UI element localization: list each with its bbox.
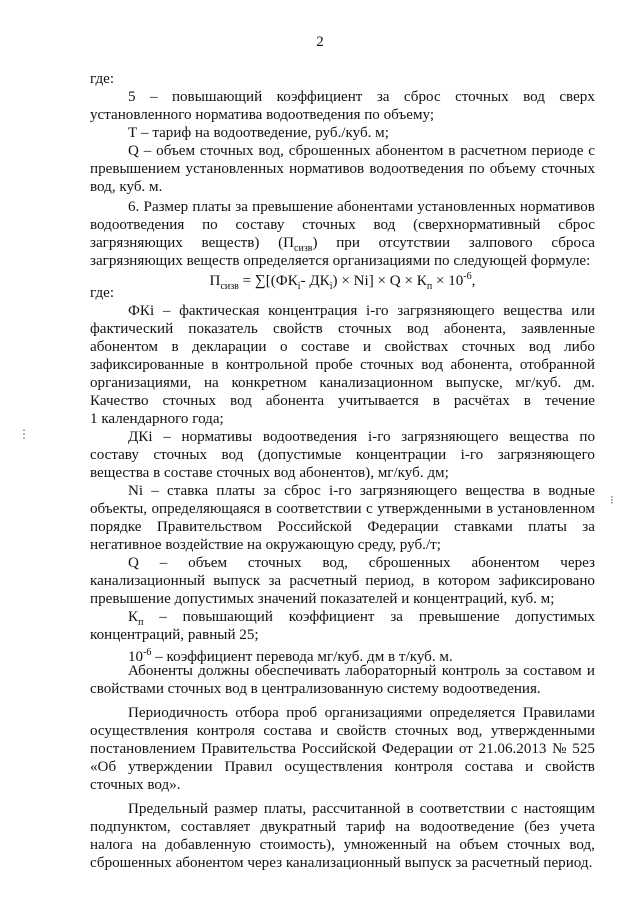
text-line: где:: [90, 285, 115, 301]
text-line: налога на добавленную стоимость), умноженный на объем сточных вод,: [90, 837, 595, 853]
text-line: ДКi – нормативы водоотведения i-го загрязняющего вещества по: [128, 429, 595, 445]
text-line: Т – тариф на водоотведение, руб./куб. м;: [128, 125, 389, 141]
text-line: 5 – повышающий коэффициент за сброс сточных вод сверх: [128, 89, 595, 105]
text-line: «Об утверждении Правил осуществления контроля состава и свойств: [90, 759, 595, 775]
text-line: Качество сточных вод абонента учитывается в расчётах в течение: [90, 393, 595, 409]
text-line: установленного норматива водоотведения по объему;: [90, 107, 435, 123]
text-line: составу сточных вод (допустимые концентрации i-го загрязняющего: [90, 447, 595, 463]
text-line: 6. Размер платы за превышение абонентами установленных нормативов: [128, 199, 595, 215]
text-line: зафиксированные в контрольной пробе сточных вод абонента, отобранной: [90, 357, 595, 373]
text-line: организациями, на конкретном канализационном выпуске, мг/куб. дм.: [90, 375, 595, 391]
text-line: Ni – ставка платы за сброс i-го загрязняющего вещества в водные: [128, 483, 595, 499]
text-line: ФКi – фактическая концентрация i-го загрязняющего вещества или: [128, 303, 595, 319]
text-line: Q – объем сточных вод, сброшенных абонентом через: [128, 555, 595, 571]
text-line: сточных вод».: [90, 777, 181, 793]
text-line: Периодичность отбора проб организациями определяется Правилами: [128, 705, 595, 721]
text-line: осуществления контроля состава и свойств сточных вод, утвержденными: [90, 723, 595, 739]
text-line: порядке Правительством Российской Федерации ставками платы за: [90, 519, 595, 535]
formula-line: $П_{сизв} = \sum[(ФК_i-$ $ДК_i) \times Ni] \times Q \times К_п \times 10^{-6}$,: [209, 271, 476, 293]
text-line: концентраций, равный 25;: [90, 627, 259, 643]
text-line: Q – объем сточных вод, сброшенных абонентом в расчетном периоде с: [128, 143, 595, 159]
text-line: Предельный размер платы, рассчитанной в соответствии с настоящим: [128, 801, 595, 817]
text-line: вещества в составе сточных вод абонентов), мг/куб. дм;: [90, 465, 449, 481]
text-line: фактический показатель свойств сточных вод абонента, заявленные: [90, 321, 595, 337]
text-line: сброшенных абонентом через канализационный выпуск за расчетный период.: [90, 855, 593, 871]
text-line: подпунктом, составляет двукратный тариф на водоотведение (без учета: [90, 819, 595, 835]
text-line: превышением установленных нормативов водоотведения по объему сточных: [90, 161, 595, 177]
text-line: свойствами сточных вод в централизованную систему водоотведения.: [90, 681, 541, 697]
text-line: $10^{-6}$ – коэффициент перевода мг/куб. дм в т/куб. м.: [128, 647, 453, 666]
text-line: 1 календарного года;: [90, 411, 224, 427]
text-line: водоотведения по составу сточных вод (сверхнормативный сброс: [90, 217, 595, 233]
text-line: превышение допустимых значений показателей и концентраций, куб. м;: [90, 591, 555, 607]
scan-artifact-mark: ⁝: [610, 493, 614, 507]
text-line: загрязняющих веществ определяется организациями по следующей формуле:: [90, 253, 591, 269]
text-line: негативное воздействие на окружающую среду, руб./т;: [90, 537, 441, 553]
text-line: постановлением Правительства Российской Федерации от 21.06.2013 № 525: [90, 741, 595, 757]
text-line: где:: [90, 71, 115, 87]
text-line: $К_п$ – повышающий коэффициент за превышение допустимых: [128, 609, 595, 629]
text-line: вод, куб. м.: [90, 179, 163, 195]
text-line: объекты, определяющаяся в соответствии с утвержденными в установленном: [90, 501, 595, 517]
page-number: 2: [316, 34, 324, 50]
text-line: Абоненты должны обеспечивать лабораторный контроль за составом и: [128, 663, 595, 679]
text-line: канализационный выпуск за расчетный период, в котором зафиксировано: [90, 573, 595, 589]
text-line: абонентом в декларации о составе и свойствах сточных вод либо: [90, 339, 595, 355]
scan-artifact-mark: ⋮: [18, 427, 30, 441]
text-line: загрязняющих веществ) $(П_{сизв})$ при отсутствии залпового сброса: [90, 235, 595, 255]
